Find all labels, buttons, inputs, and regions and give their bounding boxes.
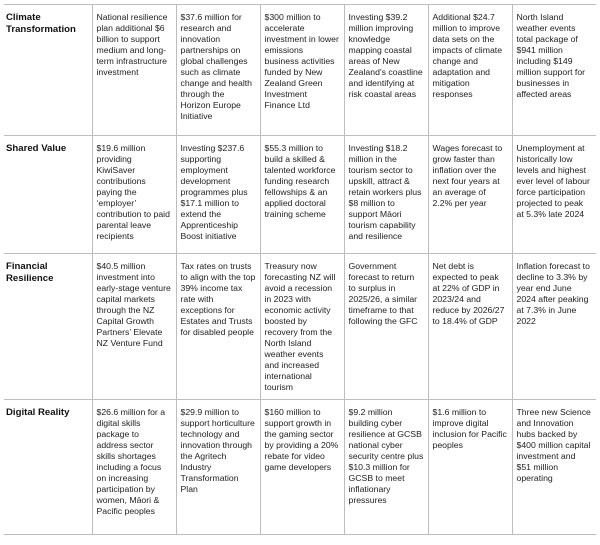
table-cell: $37.6 million for research and innovation partnerships on global challenges such as climate change and health through the Horizon Europe Initiative [176, 5, 260, 136]
table-cell: Additional $24.7 million to improve data sets on the impacts of climate change and adaptation and mitigation responses [428, 5, 512, 136]
table-cell: Government forecast to return to surplus in 2025/26, a similar timeframe to that following the GFC [344, 254, 428, 400]
table-cell: Investing $18.2 million in the tourism sector to upskill, attract & retain workers plus $8 million to support Māori tourism capability and resilience [344, 136, 428, 254]
table-cell: $26.6 million for a digital skills package to address sector skills shortages including a focus on increasing participation by women, Māori & Pacific peoples [92, 400, 176, 535]
table-cell: Investing $237.6 supporting employment development programmes plus $17.1 million to extend the Apprenticeship Boost initiative [176, 136, 260, 254]
table-cell: $300 million to accelerate investment in lower emissions business activities funded by New Zealand Green Investment Finance Ltd [260, 5, 344, 136]
table-cell: Inflation forecast to decline to 3.3% by year end June 2024 after peaking at 7.3% in June 2022 [512, 254, 596, 400]
table-cell: North Island weather events total package of $941 million including $149 million support for businesses in affected areas [512, 5, 596, 136]
table-row-shared-value [4, 136, 596, 254]
budget-summary-table-wrapper [4, 4, 596, 535]
row-heading: Digital Reality [4, 400, 92, 535]
table-row-climate-transformation [4, 5, 596, 136]
table-cell: $9.2 million building cyber resilience at GCSB national cyber security centre plus $10.3 million for GCSB to meet inflationary pressures [344, 400, 428, 535]
row-heading: Financial Resilience [4, 254, 92, 400]
table-cell: $1.6 million to improve digital inclusion for Pacific peoples [428, 400, 512, 535]
table-cell: $160 million to support growth in the gaming sector by providing a 20% rebate for video game developers [260, 400, 344, 535]
row-heading: Shared Value [4, 136, 92, 254]
table-cell: National resilience plan additional $6 billion to support medium and long-term infrastructure investment [92, 5, 176, 136]
table-cell: Tax rates on trusts to align with the top 39% income tax rate with exceptions for Estates and Trusts for disabled people [176, 254, 260, 400]
table-cell: $55.3 million to build a skilled & talented workforce funding research fellowships & an applied doctoral training scheme [260, 136, 344, 254]
table-row-digital-reality [4, 400, 596, 535]
table-cell: $40.5 million investment into early-stage venture capital markets through the NZ Capital Growth Partners’ Elevate NZ Venture Fund [92, 254, 176, 400]
budget-summary-table [4, 4, 596, 535]
table-cell: Unemployment at historically low levels and highest ever level of labour force participation projected to peak at 5.3% late 2024 [512, 136, 596, 254]
row-heading: Climate Transformation [4, 5, 92, 136]
table-cell: Investing $39.2 million improving knowledge mapping coastal areas of New Zealand’s coastline and identifying at risk coastal areas [344, 5, 428, 136]
table-cell: $19.6 million providing KiwiSaver contributions paying the ‘employer’ contribution to paid parental leave recipients [92, 136, 176, 254]
table-cell: Three new Science and Innovation hubs backed by $400 million capital investment and $51 million operating [512, 400, 596, 535]
table-cell: Treasury now forecasting NZ will avoid a recession in 2023 with economic activity boosted by recovery from the North Island weather events and increased international tourism [260, 254, 344, 400]
table-row-financial-resilience [4, 254, 596, 400]
table-cell: $29.9 million to support horticulture technology and innovation through the Agritech Industry Transformation Plan [176, 400, 260, 535]
table-cell: Wages forecast to grow faster than inflation over the next four years at an average of 2.2% per year [428, 136, 512, 254]
table-cell: Net debt is expected to peak at 22% of GDP in 2023/24 and reduce by 2026/27 to 18.4% of GDP [428, 254, 512, 400]
